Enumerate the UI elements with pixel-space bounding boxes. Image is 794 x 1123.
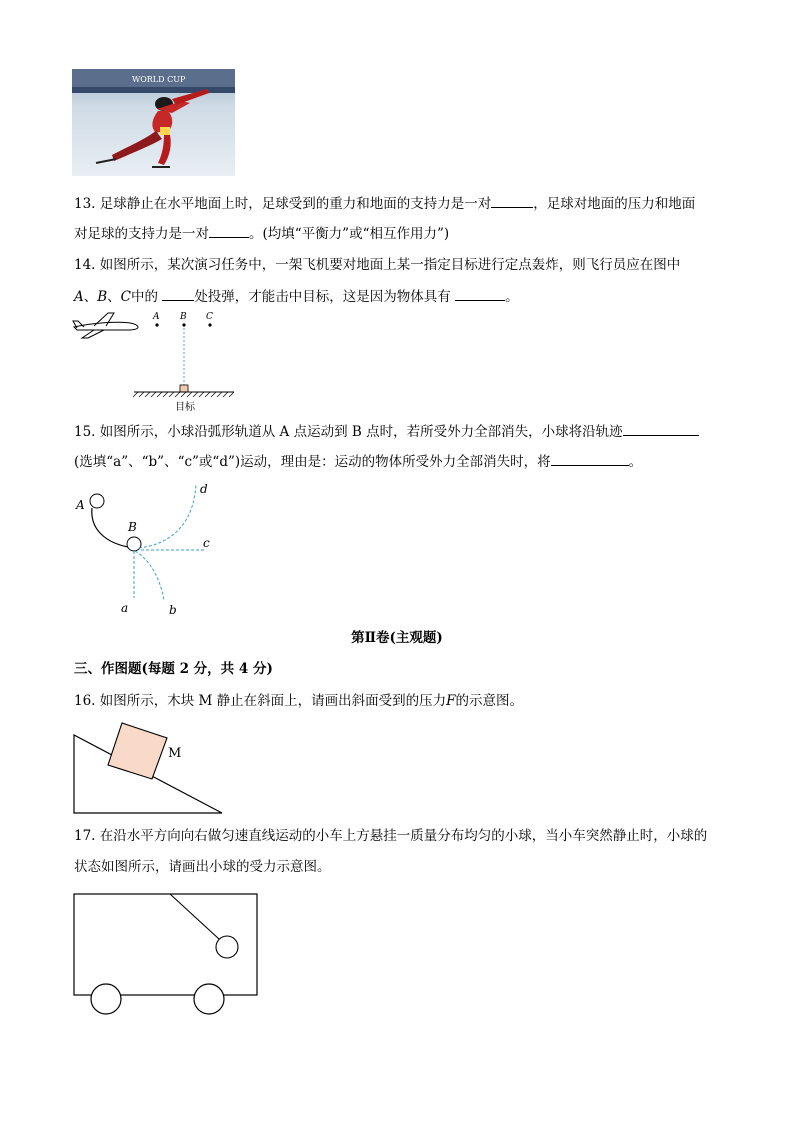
q17-line2: 状态如图所示，请画出小球的受力示意图。 (74, 859, 331, 875)
section-3-title: 三、作图题(每题 2 分，共 4 分) (74, 661, 273, 677)
airplane-icon (73, 313, 138, 338)
block-m (108, 723, 167, 779)
q15-figure (72, 478, 222, 620)
ball-at-b (127, 537, 141, 551)
q14-blank-2[interactable] (455, 286, 505, 301)
q17-figure (72, 892, 264, 1018)
q14-blank-1[interactable] (162, 286, 194, 301)
ball-at-a (90, 494, 104, 508)
q14-text-3: 处投弹，才能击中目标，这是因为物体具有 (194, 289, 451, 305)
q16-var-f: F (446, 693, 456, 709)
section-2-title: 第Ⅱ卷(主观题) (351, 630, 443, 646)
path-d-line (139, 484, 196, 548)
label-point-a: A (76, 498, 85, 512)
label-path-b: b (169, 603, 177, 617)
q13-text-4: 。(均填“平衡力”或“相互作用力”) (249, 226, 450, 242)
q13-blank-2[interactable] (209, 223, 249, 238)
q14-text-2: 中的 (131, 289, 159, 305)
q15-blank-2[interactable] (551, 451, 629, 466)
hanging-ball (216, 936, 238, 958)
q13-line2 (74, 223, 449, 244)
path-b-line (135, 551, 164, 600)
banner-text: WORLD CUP (132, 75, 186, 84)
front-wheel (194, 984, 224, 1014)
q14-line2 (74, 286, 519, 307)
q15-text-3: 。 (628, 454, 643, 470)
q15-text-1: 15. 如图所示，小球沿弧形轨道从 A 点运动到 B 点时，若所受外力全部消失，小球将沿轨迹 (74, 424, 623, 440)
q14-var-b: B (97, 289, 108, 305)
label-c: C (206, 312, 213, 322)
point-c (208, 323, 211, 326)
string (170, 894, 219, 939)
target-box (180, 385, 188, 392)
target-label: 目标 (175, 402, 195, 413)
q13-text-1: 13. 足球静止在水平地面上时，足球受到的重力和地面的支持力是一对 (74, 196, 492, 212)
label-path-a: a (121, 601, 129, 615)
q15-line1 (74, 421, 699, 442)
label-point-b: B (128, 520, 137, 534)
point-b (182, 323, 185, 326)
q15-line2 (74, 451, 642, 472)
q14-line1: 14. 如图所示，某次演习任务中，一架飞机要对地面上某一指定目标进行定点轰炸，则飞行员应在图中 (74, 257, 681, 273)
q15-blank-1[interactable] (623, 421, 699, 436)
q17-line1: 17. 在沿水平方向向右做匀速直线运动的小车上方悬挂一质量分布均匀的小球，当小车突然静止时，小球的 (74, 828, 708, 844)
q16-figure (72, 718, 232, 818)
q15-text-2: (选填“a”、“b”、“c”或“d”)运动，理由是：运动的物体所受外力全部消失时，将 (74, 454, 551, 470)
q14-var-a: A (74, 289, 84, 305)
q14-text-4: 。 (505, 289, 519, 305)
q13-text-3: 对足球的支持力是一对 (74, 226, 209, 242)
q13-blank-1[interactable] (491, 193, 533, 208)
q16-text-1: 16. 如图所示，木块 M 静止在斜面上，请画出斜面受到的压力 (74, 693, 447, 709)
q14-var-c: C (120, 289, 132, 305)
label-path-c: c (203, 536, 210, 550)
label-path-d: d (200, 482, 208, 496)
rear-wheel (91, 984, 121, 1014)
block-label: M (168, 746, 182, 761)
label-a: A (153, 312, 160, 322)
ground-hatch (133, 392, 234, 397)
q16-text-2: 的示意图。 (455, 693, 524, 709)
q16-line (74, 691, 523, 711)
q13-line1 (74, 193, 695, 214)
q14-figure (72, 308, 242, 416)
label-b: B (180, 312, 187, 322)
q14-sep-1: 、 (83, 289, 98, 305)
q14-sep-2: 、 (107, 289, 121, 305)
q13-text-2: ，足球对地面的压力和地面 (533, 196, 696, 212)
speed-skater-photo (72, 69, 235, 176)
point-a (155, 323, 158, 326)
